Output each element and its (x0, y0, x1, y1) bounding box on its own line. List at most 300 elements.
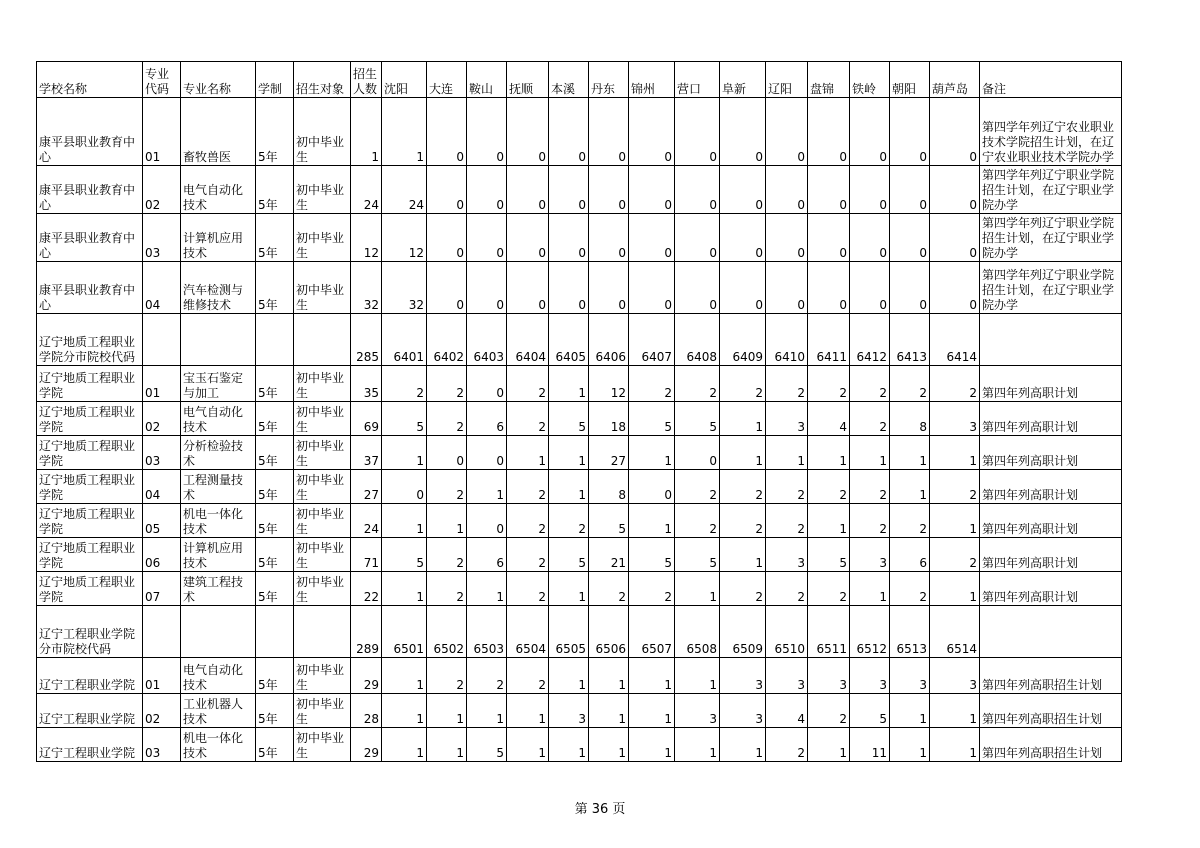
cell-major-name: 电气自动化技术 (181, 402, 256, 436)
cell-panjin: 3 (808, 658, 850, 694)
cell-remarks: 第四年列高职计划 (980, 470, 1122, 504)
cell-benxi: 1 (549, 436, 589, 470)
cell-jinzhou: 0 (629, 166, 675, 214)
cell-school-name: 辽宁地质工程职业学院 (37, 402, 143, 436)
cell-enroll-target: 初中毕业生 (294, 504, 351, 538)
table-row (37, 214, 1122, 262)
cell-fuxin: 2 (720, 504, 766, 538)
header-benxi: 本溪 (549, 62, 589, 98)
cell-dalian: 6502 (427, 606, 467, 658)
cell-fuxin: 3 (720, 658, 766, 694)
header-duration: 学制 (256, 62, 294, 98)
cell-yingkou: 1 (675, 728, 720, 762)
cell-huludao: 0 (930, 262, 980, 314)
cell-anshan: 6503 (467, 606, 507, 658)
table-row (37, 694, 1122, 728)
cell-school-name: 辽宁地质工程职业学院 (37, 366, 143, 402)
cell-huludao: 2 (930, 470, 980, 504)
cell-duration (256, 606, 294, 658)
cell-school-name: 辽宁工程职业学院 (37, 728, 143, 762)
header-school-name: 学校名称 (37, 62, 143, 98)
cell-school-name: 辽宁工程职业学院 (37, 658, 143, 694)
cell-enroll-target: 初中毕业生 (294, 98, 351, 166)
cell-dalian: 0 (427, 98, 467, 166)
cell-remarks: 第四年列高职招生计划 (980, 728, 1122, 762)
cell-duration: 5年 (256, 214, 294, 262)
cell-liaoyang: 1 (766, 436, 808, 470)
header-panjin: 盘锦 (808, 62, 850, 98)
cell-enroll-count: 289 (351, 606, 382, 658)
cell-enroll-count: 29 (351, 728, 382, 762)
header-row (37, 62, 1122, 98)
cell-fushun: 2 (507, 658, 549, 694)
cell-anshan: 6 (467, 538, 507, 572)
cell-panjin: 0 (808, 262, 850, 314)
cell-liaoyang: 2 (766, 504, 808, 538)
cell-school-name: 辽宁地质工程职业学院 (37, 436, 143, 470)
cell-enroll-count: 1 (351, 98, 382, 166)
table-row (37, 402, 1122, 436)
page-number: 第 36 页 (574, 802, 626, 817)
cell-dalian: 2 (427, 538, 467, 572)
cell-dalian: 1 (427, 504, 467, 538)
cell-jinzhou: 5 (629, 538, 675, 572)
cell-liaoyang: 3 (766, 658, 808, 694)
cell-major-code (143, 606, 181, 658)
header-huludao: 葫芦岛 (930, 62, 980, 98)
cell-benxi: 0 (549, 98, 589, 166)
cell-fushun: 0 (507, 262, 549, 314)
cell-jinzhou: 6407 (629, 314, 675, 366)
cell-enroll-target: 初中毕业生 (294, 658, 351, 694)
cell-tieling: 0 (850, 214, 890, 262)
header-fushun: 抚顺 (507, 62, 549, 98)
cell-enroll-target: 初中毕业生 (294, 728, 351, 762)
cell-panjin: 0 (808, 166, 850, 214)
cell-huludao: 2 (930, 366, 980, 402)
cell-panjin: 0 (808, 98, 850, 166)
cell-major-name: 分析检验技术 (181, 436, 256, 470)
cell-major-code: 02 (143, 166, 181, 214)
cell-major-code: 02 (143, 402, 181, 436)
cell-benxi: 1 (549, 728, 589, 762)
cell-huludao: 0 (930, 98, 980, 166)
cell-major-name: 机电一体化技术 (181, 504, 256, 538)
cell-fuxin: 2 (720, 572, 766, 606)
cell-enroll-target (294, 314, 351, 366)
cell-major-name: 宝玉石鉴定与加工 (181, 366, 256, 402)
header-remarks: 备注 (980, 62, 1122, 98)
cell-benxi: 0 (549, 166, 589, 214)
cell-remarks (980, 314, 1122, 366)
cell-fushun: 2 (507, 402, 549, 436)
cell-school-name: 辽宁地质工程职业学院 (37, 572, 143, 606)
cell-benxi: 1 (549, 658, 589, 694)
cell-remarks: 第四年列高职计划 (980, 436, 1122, 470)
cell-dandong: 18 (589, 402, 629, 436)
cell-chaoyang: 6413 (890, 314, 930, 366)
cell-huludao: 1 (930, 728, 980, 762)
cell-shenyang: 1 (382, 504, 427, 538)
cell-tieling: 3 (850, 658, 890, 694)
cell-major-name: 机电一体化技术 (181, 728, 256, 762)
cell-dandong: 1 (589, 728, 629, 762)
cell-panjin: 1 (808, 504, 850, 538)
cell-enroll-count: 22 (351, 572, 382, 606)
cell-liaoyang: 2 (766, 572, 808, 606)
cell-enroll-target: 初中毕业生 (294, 366, 351, 402)
cell-major-code: 01 (143, 98, 181, 166)
cell-school-name: 辽宁工程职业学院分市院校代码 (37, 606, 143, 658)
table-row (37, 262, 1122, 314)
table-row (37, 728, 1122, 762)
cell-liaoyang: 6410 (766, 314, 808, 366)
header-dalian: 大连 (427, 62, 467, 98)
cell-chaoyang: 6 (890, 538, 930, 572)
cell-tieling: 2 (850, 504, 890, 538)
cell-duration: 5年 (256, 402, 294, 436)
cell-major-code: 04 (143, 470, 181, 504)
cell-fushun: 1 (507, 694, 549, 728)
cell-remarks: 第四年列高职计划 (980, 538, 1122, 572)
cell-yingkou: 1 (675, 658, 720, 694)
cell-huludao: 6514 (930, 606, 980, 658)
cell-huludao: 3 (930, 658, 980, 694)
cell-jinzhou: 1 (629, 658, 675, 694)
cell-huludao: 1 (930, 572, 980, 606)
cell-fushun: 0 (507, 214, 549, 262)
cell-anshan: 1 (467, 694, 507, 728)
cell-dandong: 0 (589, 166, 629, 214)
cell-benxi: 2 (549, 504, 589, 538)
cell-enroll-target: 初中毕业生 (294, 402, 351, 436)
cell-fushun: 1 (507, 436, 549, 470)
cell-enroll-count: 32 (351, 262, 382, 314)
cell-dalian: 0 (427, 214, 467, 262)
cell-fuxin: 1 (720, 436, 766, 470)
cell-remarks: 第四年列高职招生计划 (980, 694, 1122, 728)
cell-school-name: 辽宁地质工程职业学院 (37, 504, 143, 538)
cell-panjin: 6411 (808, 314, 850, 366)
cell-enroll-target: 初中毕业生 (294, 538, 351, 572)
cell-duration: 5年 (256, 504, 294, 538)
cell-dandong: 5 (589, 504, 629, 538)
cell-major-name: 工程测量技术 (181, 470, 256, 504)
cell-enroll-count: 27 (351, 470, 382, 504)
cell-tieling: 0 (850, 262, 890, 314)
cell-huludao: 1 (930, 504, 980, 538)
cell-yingkou: 0 (675, 98, 720, 166)
cell-school-name: 辽宁地质工程职业学院分市院校代码 (37, 314, 143, 366)
cell-anshan: 5 (467, 728, 507, 762)
cell-major-code: 03 (143, 436, 181, 470)
cell-yingkou: 3 (675, 694, 720, 728)
cell-fushun: 6504 (507, 606, 549, 658)
cell-enroll-count: 37 (351, 436, 382, 470)
cell-duration: 5年 (256, 262, 294, 314)
cell-chaoyang: 2 (890, 366, 930, 402)
cell-shenyang: 1 (382, 728, 427, 762)
cell-major-name: 建筑工程技术 (181, 572, 256, 606)
cell-enroll-count: 28 (351, 694, 382, 728)
cell-yingkou: 2 (675, 504, 720, 538)
cell-dalian: 2 (427, 402, 467, 436)
cell-tieling: 6412 (850, 314, 890, 366)
cell-remarks (980, 606, 1122, 658)
table-row (37, 314, 1122, 366)
cell-shenyang: 5 (382, 538, 427, 572)
cell-tieling: 3 (850, 538, 890, 572)
cell-liaoyang: 0 (766, 262, 808, 314)
cell-benxi: 6505 (549, 606, 589, 658)
cell-fuxin: 0 (720, 98, 766, 166)
cell-yingkou: 0 (675, 214, 720, 262)
header-major-name: 专业名称 (181, 62, 256, 98)
cell-benxi: 5 (549, 538, 589, 572)
cell-fuxin: 2 (720, 366, 766, 402)
cell-fuxin: 0 (720, 166, 766, 214)
cell-anshan: 1 (467, 470, 507, 504)
cell-dandong: 0 (589, 214, 629, 262)
table-row (37, 504, 1122, 538)
cell-chaoyang: 8 (890, 402, 930, 436)
cell-remarks: 第四年列高职计划 (980, 366, 1122, 402)
cell-fushun: 2 (507, 470, 549, 504)
cell-duration: 5年 (256, 658, 294, 694)
header-dandong: 丹东 (589, 62, 629, 98)
cell-remarks: 第四学年列辽宁农业职业技术学院招生计划，在辽宁农业职业技术学院办学 (980, 98, 1122, 166)
cell-dalian: 0 (427, 166, 467, 214)
header-chaoyang: 朝阳 (890, 62, 930, 98)
table-row (37, 470, 1122, 504)
cell-shenyang: 5 (382, 402, 427, 436)
cell-liaoyang: 6510 (766, 606, 808, 658)
cell-dandong: 0 (589, 262, 629, 314)
cell-enroll-target: 初中毕业生 (294, 694, 351, 728)
cell-remarks: 第四学年列辽宁职业学院招生计划，在辽宁职业学院办学 (980, 262, 1122, 314)
cell-duration: 5年 (256, 694, 294, 728)
cell-major-code: 04 (143, 262, 181, 314)
cell-anshan: 6403 (467, 314, 507, 366)
cell-enroll-target (294, 606, 351, 658)
cell-jinzhou: 1 (629, 694, 675, 728)
cell-enroll-target: 初中毕业生 (294, 166, 351, 214)
cell-major-name: 汽车检测与维修技术 (181, 262, 256, 314)
cell-anshan: 1 (467, 572, 507, 606)
cell-huludao: 0 (930, 214, 980, 262)
cell-duration: 5年 (256, 366, 294, 402)
table-row (37, 538, 1122, 572)
cell-remarks: 第四学年列辽宁职业学院招生计划，在辽宁职业学院办学 (980, 166, 1122, 214)
cell-yingkou: 6508 (675, 606, 720, 658)
cell-shenyang: 1 (382, 436, 427, 470)
cell-panjin: 4 (808, 402, 850, 436)
cell-major-name (181, 606, 256, 658)
cell-chaoyang: 6513 (890, 606, 930, 658)
cell-enroll-count: 24 (351, 166, 382, 214)
header-shenyang: 沈阳 (382, 62, 427, 98)
cell-enroll-count: 12 (351, 214, 382, 262)
cell-major-code: 01 (143, 658, 181, 694)
cell-remarks: 第四年列高职计划 (980, 504, 1122, 538)
cell-major-name: 计算机应用技术 (181, 538, 256, 572)
cell-benxi: 0 (549, 214, 589, 262)
cell-major-code: 03 (143, 728, 181, 762)
cell-shenyang: 12 (382, 214, 427, 262)
cell-benxi: 1 (549, 470, 589, 504)
cell-liaoyang: 0 (766, 166, 808, 214)
cell-fushun: 2 (507, 538, 549, 572)
cell-yingkou: 5 (675, 402, 720, 436)
cell-school-name: 康平县职业教育中心 (37, 98, 143, 166)
cell-benxi: 5 (549, 402, 589, 436)
cell-major-code: 05 (143, 504, 181, 538)
cell-panjin: 2 (808, 572, 850, 606)
cell-shenyang: 1 (382, 572, 427, 606)
cell-enroll-target: 初中毕业生 (294, 262, 351, 314)
cell-tieling: 0 (850, 98, 890, 166)
cell-chaoyang: 0 (890, 98, 930, 166)
cell-yingkou: 2 (675, 470, 720, 504)
cell-dalian: 1 (427, 694, 467, 728)
cell-tieling: 2 (850, 366, 890, 402)
cell-tieling: 2 (850, 402, 890, 436)
cell-dalian: 2 (427, 572, 467, 606)
cell-school-name: 辽宁地质工程职业学院 (37, 538, 143, 572)
cell-benxi: 1 (549, 366, 589, 402)
cell-liaoyang: 0 (766, 98, 808, 166)
header-liaoyang: 辽阳 (766, 62, 808, 98)
header-anshan: 鞍山 (467, 62, 507, 98)
table-row (37, 98, 1122, 166)
cell-fushun: 2 (507, 572, 549, 606)
cell-major-name: 电气自动化技术 (181, 166, 256, 214)
cell-fushun: 2 (507, 366, 549, 402)
cell-major-code: 06 (143, 538, 181, 572)
table-row (37, 606, 1122, 658)
cell-tieling: 5 (850, 694, 890, 728)
cell-liaoyang: 0 (766, 214, 808, 262)
cell-jinzhou: 2 (629, 572, 675, 606)
cell-panjin: 1 (808, 436, 850, 470)
header-fuxin: 阜新 (720, 62, 766, 98)
cell-tieling: 2 (850, 470, 890, 504)
cell-dalian: 1 (427, 728, 467, 762)
cell-dandong: 0 (589, 98, 629, 166)
cell-fuxin: 1 (720, 402, 766, 436)
table-row (37, 658, 1122, 694)
cell-yingkou: 0 (675, 436, 720, 470)
cell-anshan: 0 (467, 98, 507, 166)
cell-shenyang: 24 (382, 166, 427, 214)
cell-shenyang: 6401 (382, 314, 427, 366)
cell-liaoyang: 2 (766, 470, 808, 504)
header-tieling: 铁岭 (850, 62, 890, 98)
cell-fuxin: 0 (720, 262, 766, 314)
table-row (37, 436, 1122, 470)
cell-jinzhou: 1 (629, 504, 675, 538)
cell-tieling: 0 (850, 166, 890, 214)
cell-fushun: 6404 (507, 314, 549, 366)
cell-enroll-count: 71 (351, 538, 382, 572)
cell-duration: 5年 (256, 98, 294, 166)
cell-fushun: 2 (507, 504, 549, 538)
cell-enroll-count: 69 (351, 402, 382, 436)
cell-major-code: 02 (143, 694, 181, 728)
cell-chaoyang: 0 (890, 166, 930, 214)
cell-dalian: 2 (427, 470, 467, 504)
cell-panjin: 2 (808, 470, 850, 504)
cell-dandong: 8 (589, 470, 629, 504)
cell-jinzhou: 0 (629, 262, 675, 314)
cell-major-code: 07 (143, 572, 181, 606)
cell-duration: 5年 (256, 436, 294, 470)
cell-jinzhou: 6507 (629, 606, 675, 658)
cell-fushun: 1 (507, 728, 549, 762)
cell-chaoyang: 1 (890, 694, 930, 728)
cell-liaoyang: 2 (766, 366, 808, 402)
cell-yingkou: 0 (675, 262, 720, 314)
cell-dandong: 2 (589, 572, 629, 606)
cell-school-name: 康平县职业教育中心 (37, 166, 143, 214)
cell-fuxin: 6509 (720, 606, 766, 658)
cell-jinzhou: 1 (629, 436, 675, 470)
cell-yingkou: 0 (675, 166, 720, 214)
cell-chaoyang: 3 (890, 658, 930, 694)
cell-dandong: 12 (589, 366, 629, 402)
cell-fuxin: 2 (720, 470, 766, 504)
cell-enroll-count: 29 (351, 658, 382, 694)
cell-anshan: 2 (467, 658, 507, 694)
cell-anshan: 0 (467, 366, 507, 402)
cell-fuxin: 1 (720, 538, 766, 572)
cell-liaoyang: 3 (766, 538, 808, 572)
cell-benxi: 6405 (549, 314, 589, 366)
cell-anshan: 0 (467, 214, 507, 262)
header-major-code: 专业代码 (143, 62, 181, 98)
cell-dandong: 1 (589, 658, 629, 694)
cell-enroll-target: 初中毕业生 (294, 214, 351, 262)
cell-dalian: 2 (427, 366, 467, 402)
cell-chaoyang: 0 (890, 262, 930, 314)
cell-yingkou: 5 (675, 538, 720, 572)
cell-tieling: 1 (850, 436, 890, 470)
cell-duration (256, 314, 294, 366)
cell-school-name: 辽宁地质工程职业学院 (37, 470, 143, 504)
cell-chaoyang: 1 (890, 436, 930, 470)
cell-shenyang: 0 (382, 470, 427, 504)
cell-shenyang: 1 (382, 694, 427, 728)
cell-duration: 5年 (256, 728, 294, 762)
table-row (37, 366, 1122, 402)
cell-remarks: 第四年列高职计划 (980, 572, 1122, 606)
cell-dalian: 0 (427, 262, 467, 314)
cell-chaoyang: 1 (890, 470, 930, 504)
cell-fushun: 0 (507, 166, 549, 214)
cell-dalian: 6402 (427, 314, 467, 366)
cell-yingkou: 2 (675, 366, 720, 402)
cell-liaoyang: 4 (766, 694, 808, 728)
cell-huludao: 0 (930, 166, 980, 214)
cell-major-code: 01 (143, 366, 181, 402)
header-yingkou: 营口 (675, 62, 720, 98)
cell-huludao: 3 (930, 402, 980, 436)
cell-yingkou: 1 (675, 572, 720, 606)
cell-shenyang: 6501 (382, 606, 427, 658)
cell-panjin: 6511 (808, 606, 850, 658)
cell-panjin: 1 (808, 728, 850, 762)
cell-enroll-count: 35 (351, 366, 382, 402)
